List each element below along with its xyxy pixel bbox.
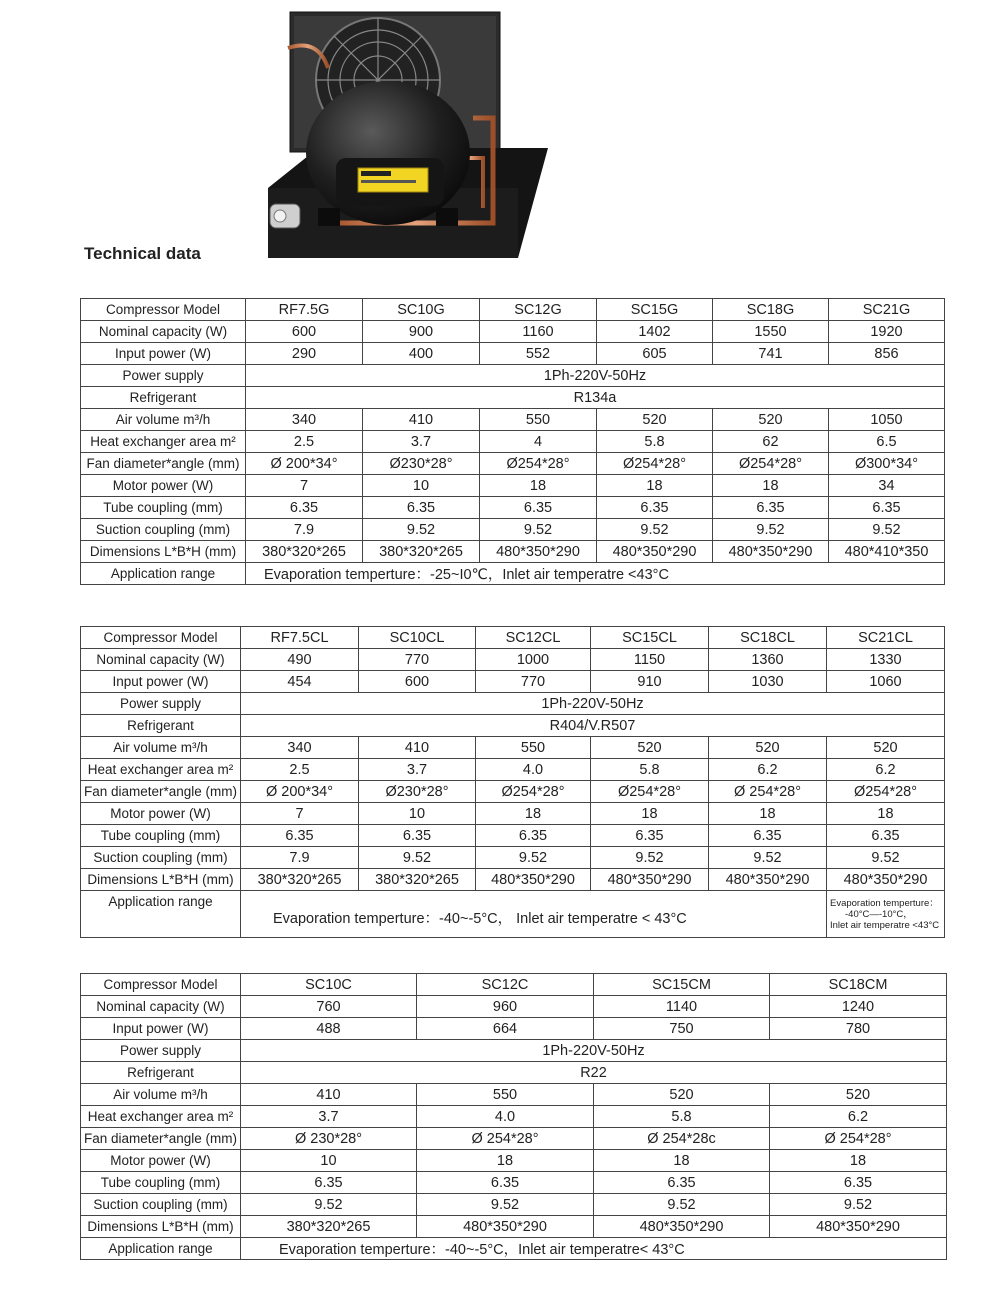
value-cell: 34 — [829, 475, 945, 497]
value-refrigerant: R134a — [246, 387, 945, 409]
label-dimensions: Dimensions L*B*H (mm) — [81, 1216, 241, 1238]
value-cell: 18 — [480, 475, 597, 497]
row-suction-coupling — [81, 519, 945, 541]
value-cell: 6.35 — [591, 825, 709, 847]
value-cell: 490 — [241, 649, 359, 671]
label-tube-coupling: Tube coupling (mm) — [81, 497, 246, 519]
row-heat-exchanger-area — [81, 431, 945, 453]
label-tube-coupling: Tube coupling (mm) — [81, 825, 241, 847]
row-nominal-capacity — [81, 996, 947, 1018]
value-cell: 1030 — [709, 671, 827, 693]
value-cell: 6.35 — [246, 497, 363, 519]
label-power-supply: Power supply — [81, 1040, 241, 1062]
spec-table-r22 — [80, 973, 947, 1260]
value-cell: Ø254*28° — [827, 781, 945, 803]
value-cell: 520 — [770, 1084, 947, 1106]
value-cell: 1150 — [591, 649, 709, 671]
value-cell: 750 — [594, 1018, 770, 1040]
row-dimensions — [81, 869, 945, 891]
value-cell: 1240 — [770, 996, 947, 1018]
value-cell: 10 — [363, 475, 480, 497]
row-suction-coupling — [81, 847, 945, 869]
value-cell: 1360 — [709, 649, 827, 671]
value-cell: 2.5 — [246, 431, 363, 453]
value-power-supply: 1Ph-220V-50Hz — [241, 1040, 947, 1062]
value-cell: 600 — [246, 321, 363, 343]
value-cell: 1060 — [827, 671, 945, 693]
value-cell: 6.35 — [241, 1172, 417, 1194]
application-note-line1: Evaporation temperture： — [830, 897, 939, 909]
value-cell: 6.35 — [709, 825, 827, 847]
value-cell: 480*350*290 — [770, 1216, 947, 1238]
value-cell: Ø 254*28° — [709, 781, 827, 803]
value-cell: 3.7 — [363, 431, 480, 453]
value-cell: 6.35 — [476, 825, 591, 847]
row-suction-coupling — [81, 1194, 947, 1216]
value-cell: 10 — [359, 803, 476, 825]
row-input-power — [81, 671, 945, 693]
value-cell: 1050 — [829, 409, 945, 431]
value-cell: 960 — [417, 996, 594, 1018]
value-cell: 9.52 — [359, 847, 476, 869]
value-cell: 550 — [417, 1084, 594, 1106]
condensing-unit-image — [258, 8, 548, 258]
row-fan — [81, 781, 945, 803]
value-cell: 380*320*265 — [241, 1216, 417, 1238]
row-input-power — [81, 1018, 947, 1040]
value-cell: 6.35 — [597, 497, 713, 519]
label-power-supply: Power supply — [81, 693, 241, 715]
value-cell: Ø 254*28° — [417, 1128, 594, 1150]
row-heat-exchanger-area — [81, 759, 945, 781]
label-nominal-capacity: Nominal capacity (W) — [81, 649, 241, 671]
row-power-supply — [81, 1040, 947, 1062]
row-application-range — [81, 1238, 947, 1260]
value-cell: Ø230*28° — [363, 453, 480, 475]
value-cell: 480*350*290 — [480, 541, 597, 563]
value-cell: 7.9 — [241, 847, 359, 869]
value-cell: 6.35 — [827, 825, 945, 847]
label-suction-coupling: Suction coupling (mm) — [81, 847, 241, 869]
row-nominal-capacity — [81, 649, 945, 671]
value-cell: 18 — [591, 803, 709, 825]
label-heat-exchanger-area: Heat exchanger area m² — [81, 759, 241, 781]
value-cell: 780 — [770, 1018, 947, 1040]
value-cell: 6.35 — [241, 825, 359, 847]
value-cell: Ø 254*28c — [594, 1128, 770, 1150]
label-motor-power: Motor power (W) — [81, 803, 241, 825]
value-cell: 9.52 — [591, 847, 709, 869]
label-input-power: Input power (W) — [81, 1018, 241, 1040]
value-cell: 770 — [359, 649, 476, 671]
value-cell: 1000 — [476, 649, 591, 671]
label-motor-power: Motor power (W) — [81, 475, 246, 497]
value-cell: 18 — [597, 475, 713, 497]
value-cell: 410 — [363, 409, 480, 431]
value-cell: 6.35 — [713, 497, 829, 519]
label-nominal-capacity: Nominal capacity (W) — [81, 321, 246, 343]
row-heat-exchanger-area — [81, 1106, 947, 1128]
value-cell: 4 — [480, 431, 597, 453]
label-fan: Fan diameter*angle (mm) — [81, 453, 246, 475]
row-fan — [81, 1128, 947, 1150]
value-cell: 480*410*350 — [829, 541, 945, 563]
value-cell: 454 — [241, 671, 359, 693]
row-input-power — [81, 343, 945, 365]
value-cell: 5.8 — [591, 759, 709, 781]
value-cell: Ø254*28° — [597, 453, 713, 475]
value-cell: 520 — [597, 409, 713, 431]
value-cell: 410 — [241, 1084, 417, 1106]
value-cell: Ø 200*34° — [246, 453, 363, 475]
label-dimensions: Dimensions L*B*H (mm) — [81, 541, 246, 563]
label-fan: Fan diameter*angle (mm) — [81, 781, 241, 803]
value-power-supply: 1Ph-220V-50Hz — [246, 365, 945, 387]
value-cell: 910 — [591, 671, 709, 693]
value-cell: 9.52 — [480, 519, 597, 541]
row-power-supply — [81, 365, 945, 387]
model-cell: RF7.5CL — [241, 627, 359, 649]
value-cell: 7.9 — [246, 519, 363, 541]
model-cell: SC12CL — [476, 627, 591, 649]
row-power-supply — [81, 693, 945, 715]
value-cell: 856 — [829, 343, 945, 365]
label-application-range: Application range — [81, 891, 241, 938]
row-air-volume — [81, 737, 945, 759]
application-note-line2: -40°C—-10°C， — [845, 908, 913, 920]
value-cell: Ø300*34° — [829, 453, 945, 475]
value-cell: 9.52 — [827, 847, 945, 869]
value-cell: 550 — [480, 409, 597, 431]
value-cell: 6.35 — [770, 1172, 947, 1194]
row-motor-power — [81, 1150, 947, 1172]
value-cell: 552 — [480, 343, 597, 365]
value-cell: 5.8 — [597, 431, 713, 453]
label-compressor-model: Compressor Model — [81, 974, 241, 996]
value-cell: 290 — [246, 343, 363, 365]
label-refrigerant: Refrigerant — [81, 715, 241, 737]
value-cell: 480*350*290 — [476, 869, 591, 891]
value-cell: 480*350*290 — [827, 869, 945, 891]
row-air-volume — [81, 409, 945, 431]
value-cell: 9.52 — [597, 519, 713, 541]
model-cell: SC21CL — [827, 627, 945, 649]
value-cell: 6.35 — [417, 1172, 594, 1194]
value-cell: 9.52 — [709, 847, 827, 869]
value-cell: 6.35 — [829, 497, 945, 519]
value-cell: 9.52 — [241, 1194, 417, 1216]
value-cell: 520 — [713, 409, 829, 431]
row-fan — [81, 453, 945, 475]
value-application-range: Evaporation temperture：-25~I0℃，Inlet air temperatre <43°C — [246, 563, 945, 585]
value-cell: Ø 254*28° — [770, 1128, 947, 1150]
label-air-volume: Air volume m³/h — [81, 1084, 241, 1106]
value-cell: 480*350*290 — [591, 869, 709, 891]
label-dimensions: Dimensions L*B*H (mm) — [81, 869, 241, 891]
value-cell: 4.0 — [476, 759, 591, 781]
label-power-supply: Power supply — [81, 365, 246, 387]
model-cell: SC15G — [597, 299, 713, 321]
value-cell: 480*350*290 — [709, 869, 827, 891]
value-cell: 18 — [417, 1150, 594, 1172]
model-cell: SC18CM — [770, 974, 947, 996]
value-cell: 1160 — [480, 321, 597, 343]
value-cell: Ø254*28° — [713, 453, 829, 475]
label-compressor-model: Compressor Model — [81, 627, 241, 649]
label-input-power: Input power (W) — [81, 343, 246, 365]
value-cell: 770 — [476, 671, 591, 693]
value-cell: 9.52 — [363, 519, 480, 541]
value-cell: 550 — [476, 737, 591, 759]
row-nominal-capacity — [81, 321, 945, 343]
value-cell: 18 — [713, 475, 829, 497]
value-cell: 520 — [594, 1084, 770, 1106]
value-cell: 9.52 — [770, 1194, 947, 1216]
value-cell: 7 — [241, 803, 359, 825]
value-cell: 480*350*290 — [417, 1216, 594, 1238]
value-cell: 380*320*265 — [246, 541, 363, 563]
label-tube-coupling: Tube coupling (mm) — [81, 1172, 241, 1194]
value-cell: 9.52 — [713, 519, 829, 541]
value-cell: 6.35 — [363, 497, 480, 519]
value-cell: 6.5 — [829, 431, 945, 453]
value-cell: 520 — [709, 737, 827, 759]
value-cell: 480*350*290 — [713, 541, 829, 563]
row-dimensions — [81, 1216, 947, 1238]
row-compressor-model — [81, 974, 947, 996]
model-cell: SC10G — [363, 299, 480, 321]
value-cell: 600 — [359, 671, 476, 693]
value-cell: Ø230*28° — [359, 781, 476, 803]
label-suction-coupling: Suction coupling (mm) — [81, 1194, 241, 1216]
value-refrigerant: R22 — [241, 1062, 947, 1084]
value-power-supply: 1Ph-220V-50Hz — [241, 693, 945, 715]
model-cell: RF7.5G — [246, 299, 363, 321]
label-refrigerant: Refrigerant — [81, 1062, 241, 1084]
application-note-line3: Inlet air temperatre <43°C — [830, 919, 940, 931]
model-cell: SC10C — [241, 974, 417, 996]
value-cell: 1550 — [713, 321, 829, 343]
model-cell: SC10CL — [359, 627, 476, 649]
value-cell: 6.35 — [359, 825, 476, 847]
value-cell: 7 — [246, 475, 363, 497]
value-cell: 900 — [363, 321, 480, 343]
value-cell: 18 — [594, 1150, 770, 1172]
label-nominal-capacity: Nominal capacity (W) — [81, 996, 241, 1018]
value-cell: 605 — [597, 343, 713, 365]
label-air-volume: Air volume m³/h — [81, 737, 241, 759]
label-heat-exchanger-area: Heat exchanger area m² — [81, 1106, 241, 1128]
value-cell: 10 — [241, 1150, 417, 1172]
row-application-range — [81, 563, 945, 585]
value-cell: 1330 — [827, 649, 945, 671]
value-cell: 9.52 — [476, 847, 591, 869]
value-cell: Ø254*28° — [480, 453, 597, 475]
value-cell: 760 — [241, 996, 417, 1018]
value-cell: 18 — [827, 803, 945, 825]
row-refrigerant — [81, 387, 945, 409]
row-tube-coupling — [81, 1172, 947, 1194]
value-cell: 18 — [476, 803, 591, 825]
value-cell: Ø 200*34° — [241, 781, 359, 803]
value-cell: 6.2 — [709, 759, 827, 781]
value-application-range: Evaporation temperture：-40~-5°C，Inlet air temperatre< 43°C — [241, 1238, 947, 1260]
value-cell: 664 — [417, 1018, 594, 1040]
model-cell: SC12G — [480, 299, 597, 321]
label-application-range: Application range — [81, 563, 246, 585]
value-application-range: Evaporation temperture：-40~-5°C， Inlet air temperatre < 43°C — [241, 891, 827, 938]
row-tube-coupling — [81, 497, 945, 519]
label-motor-power: Motor power (W) — [81, 1150, 241, 1172]
row-compressor-model — [81, 299, 945, 321]
value-cell: 4.0 — [417, 1106, 594, 1128]
model-cell: SC15CM — [594, 974, 770, 996]
value-cell: 6.35 — [594, 1172, 770, 1194]
label-suction-coupling: Suction coupling (mm) — [81, 519, 246, 541]
value-cell: 340 — [241, 737, 359, 759]
value-cell: 9.52 — [417, 1194, 594, 1216]
row-dimensions — [81, 541, 945, 563]
label-fan: Fan diameter*angle (mm) — [81, 1128, 241, 1150]
model-cell: SC12C — [417, 974, 594, 996]
value-cell: 18 — [770, 1150, 947, 1172]
value-cell: 6.35 — [480, 497, 597, 519]
application-note-cell — [827, 891, 945, 938]
value-cell: 3.7 — [359, 759, 476, 781]
label-application-range: Application range — [81, 1238, 241, 1260]
value-cell: Ø254*28° — [591, 781, 709, 803]
model-cell: SC15CL — [591, 627, 709, 649]
row-application-range — [81, 891, 945, 938]
label-air-volume: Air volume m³/h — [81, 409, 246, 431]
value-cell: 3.7 — [241, 1106, 417, 1128]
spec-table-r404 — [80, 626, 945, 938]
value-cell: 380*320*265 — [363, 541, 480, 563]
value-cell: 1920 — [829, 321, 945, 343]
row-motor-power — [81, 475, 945, 497]
model-cell: SC18CL — [709, 627, 827, 649]
value-cell: 480*350*290 — [597, 541, 713, 563]
value-cell: 9.52 — [829, 519, 945, 541]
row-compressor-model — [81, 627, 945, 649]
value-cell: 488 — [241, 1018, 417, 1040]
value-cell: 410 — [359, 737, 476, 759]
row-tube-coupling — [81, 825, 945, 847]
value-cell: 9.52 — [594, 1194, 770, 1216]
value-cell: 380*320*265 — [359, 869, 476, 891]
value-cell: 340 — [246, 409, 363, 431]
value-cell: Ø 230*28° — [241, 1128, 417, 1150]
label-refrigerant: Refrigerant — [81, 387, 246, 409]
value-cell: Ø254*28° — [476, 781, 591, 803]
model-cell: SC21G — [829, 299, 945, 321]
value-cell: 1140 — [594, 996, 770, 1018]
row-motor-power — [81, 803, 945, 825]
value-refrigerant: R404/V.R507 — [241, 715, 945, 737]
label-heat-exchanger-area: Heat exchanger area m² — [81, 431, 246, 453]
value-cell: 1402 — [597, 321, 713, 343]
model-cell: SC18G — [713, 299, 829, 321]
value-cell: 62 — [713, 431, 829, 453]
spec-table-r134a — [80, 298, 945, 585]
value-cell: 380*320*265 — [241, 869, 359, 891]
value-cell: 18 — [709, 803, 827, 825]
value-cell: 6.2 — [827, 759, 945, 781]
value-cell: 6.2 — [770, 1106, 947, 1128]
value-cell: 520 — [827, 737, 945, 759]
label-input-power: Input power (W) — [81, 671, 241, 693]
row-refrigerant — [81, 1062, 947, 1084]
section-title: Technical data — [84, 244, 201, 263]
value-cell: 5.8 — [594, 1106, 770, 1128]
value-cell: 2.5 — [241, 759, 359, 781]
row-refrigerant — [81, 715, 945, 737]
value-cell: 520 — [591, 737, 709, 759]
value-cell: 480*350*290 — [594, 1216, 770, 1238]
label-compressor-model: Compressor Model — [81, 299, 246, 321]
value-cell: 741 — [713, 343, 829, 365]
value-cell: 400 — [363, 343, 480, 365]
row-air-volume — [81, 1084, 947, 1106]
